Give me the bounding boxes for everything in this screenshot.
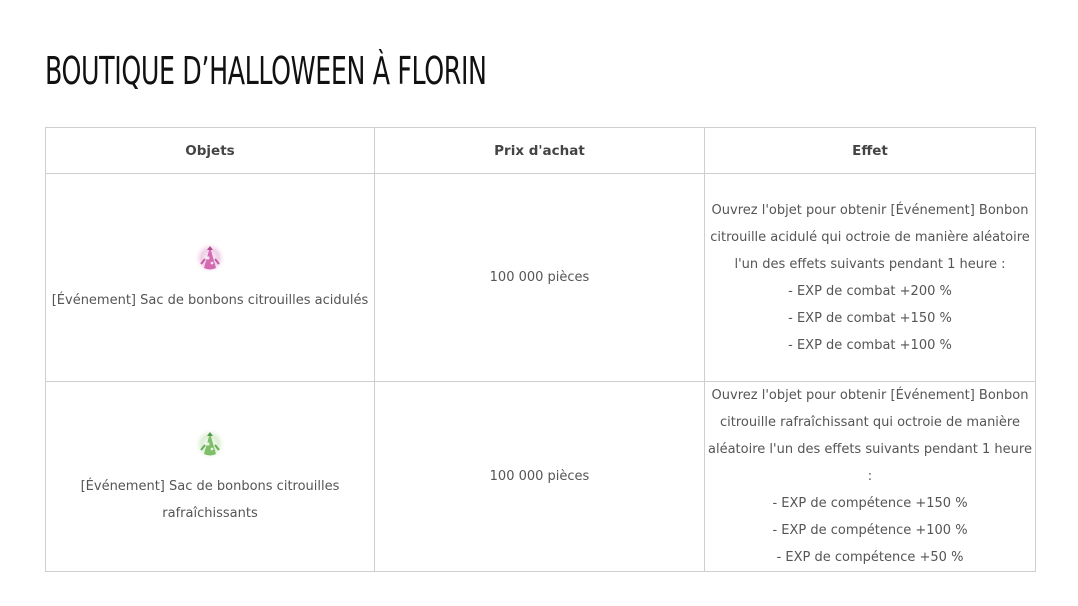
effect-line: citrouille acidulé qui octroie de manière aléatoire <box>710 229 1030 245</box>
shop-table <box>45 127 1036 572</box>
refreshing-candy-bag-icon <box>193 427 227 461</box>
column-header-prix: Prix d'achat <box>375 128 705 174</box>
table-row <box>46 382 1036 572</box>
table-row <box>46 174 1036 382</box>
effect-line: - EXP de combat +100 % <box>788 337 952 353</box>
price-cell: 100 000 pièces <box>375 382 705 572</box>
effect-line: - EXP de compétence +50 % <box>776 550 964 565</box>
effect-line: - EXP de combat +200 % <box>788 283 952 299</box>
page-title: BOUTIQUE D’HALLOWEEN À FLORIN <box>45 49 487 93</box>
column-header-effet: Effet <box>705 128 1036 174</box>
column-header-objets: Objets <box>46 128 375 174</box>
table-header-row <box>46 128 1036 174</box>
item-cell <box>46 382 375 572</box>
effect-cell <box>705 174 1036 382</box>
effect-line: l'un des effets suivants pendant 1 heure : <box>734 256 1006 272</box>
effect-line: citrouille rafraîchissant qui octroie de manière <box>720 415 1020 430</box>
effect-line: Ouvrez l'objet pour obtenir [Événement] Bonbon <box>711 388 1029 403</box>
effect-line: - EXP de compétence +150 % <box>772 496 968 511</box>
effect-cell <box>705 382 1036 572</box>
sour-candy-bag-icon <box>193 241 227 275</box>
effect-line: Ouvrez l'objet pour obtenir [Événement] Bonbon <box>711 202 1029 218</box>
effect-line: aléatoire l'un des effets suivants pendant 1 heure : <box>708 442 1032 484</box>
item-cell <box>46 174 375 382</box>
item-name: [Événement] Sac de bonbons citrouilles acidulés <box>51 293 369 308</box>
item-name: [Événement] Sac de bonbons citrouilles rafraîchissants <box>80 478 340 521</box>
effect-line: - EXP de compétence +100 % <box>772 523 968 538</box>
effect-line: - EXP de combat +150 % <box>788 310 952 326</box>
price-cell: 100 000 pièces <box>375 174 705 382</box>
